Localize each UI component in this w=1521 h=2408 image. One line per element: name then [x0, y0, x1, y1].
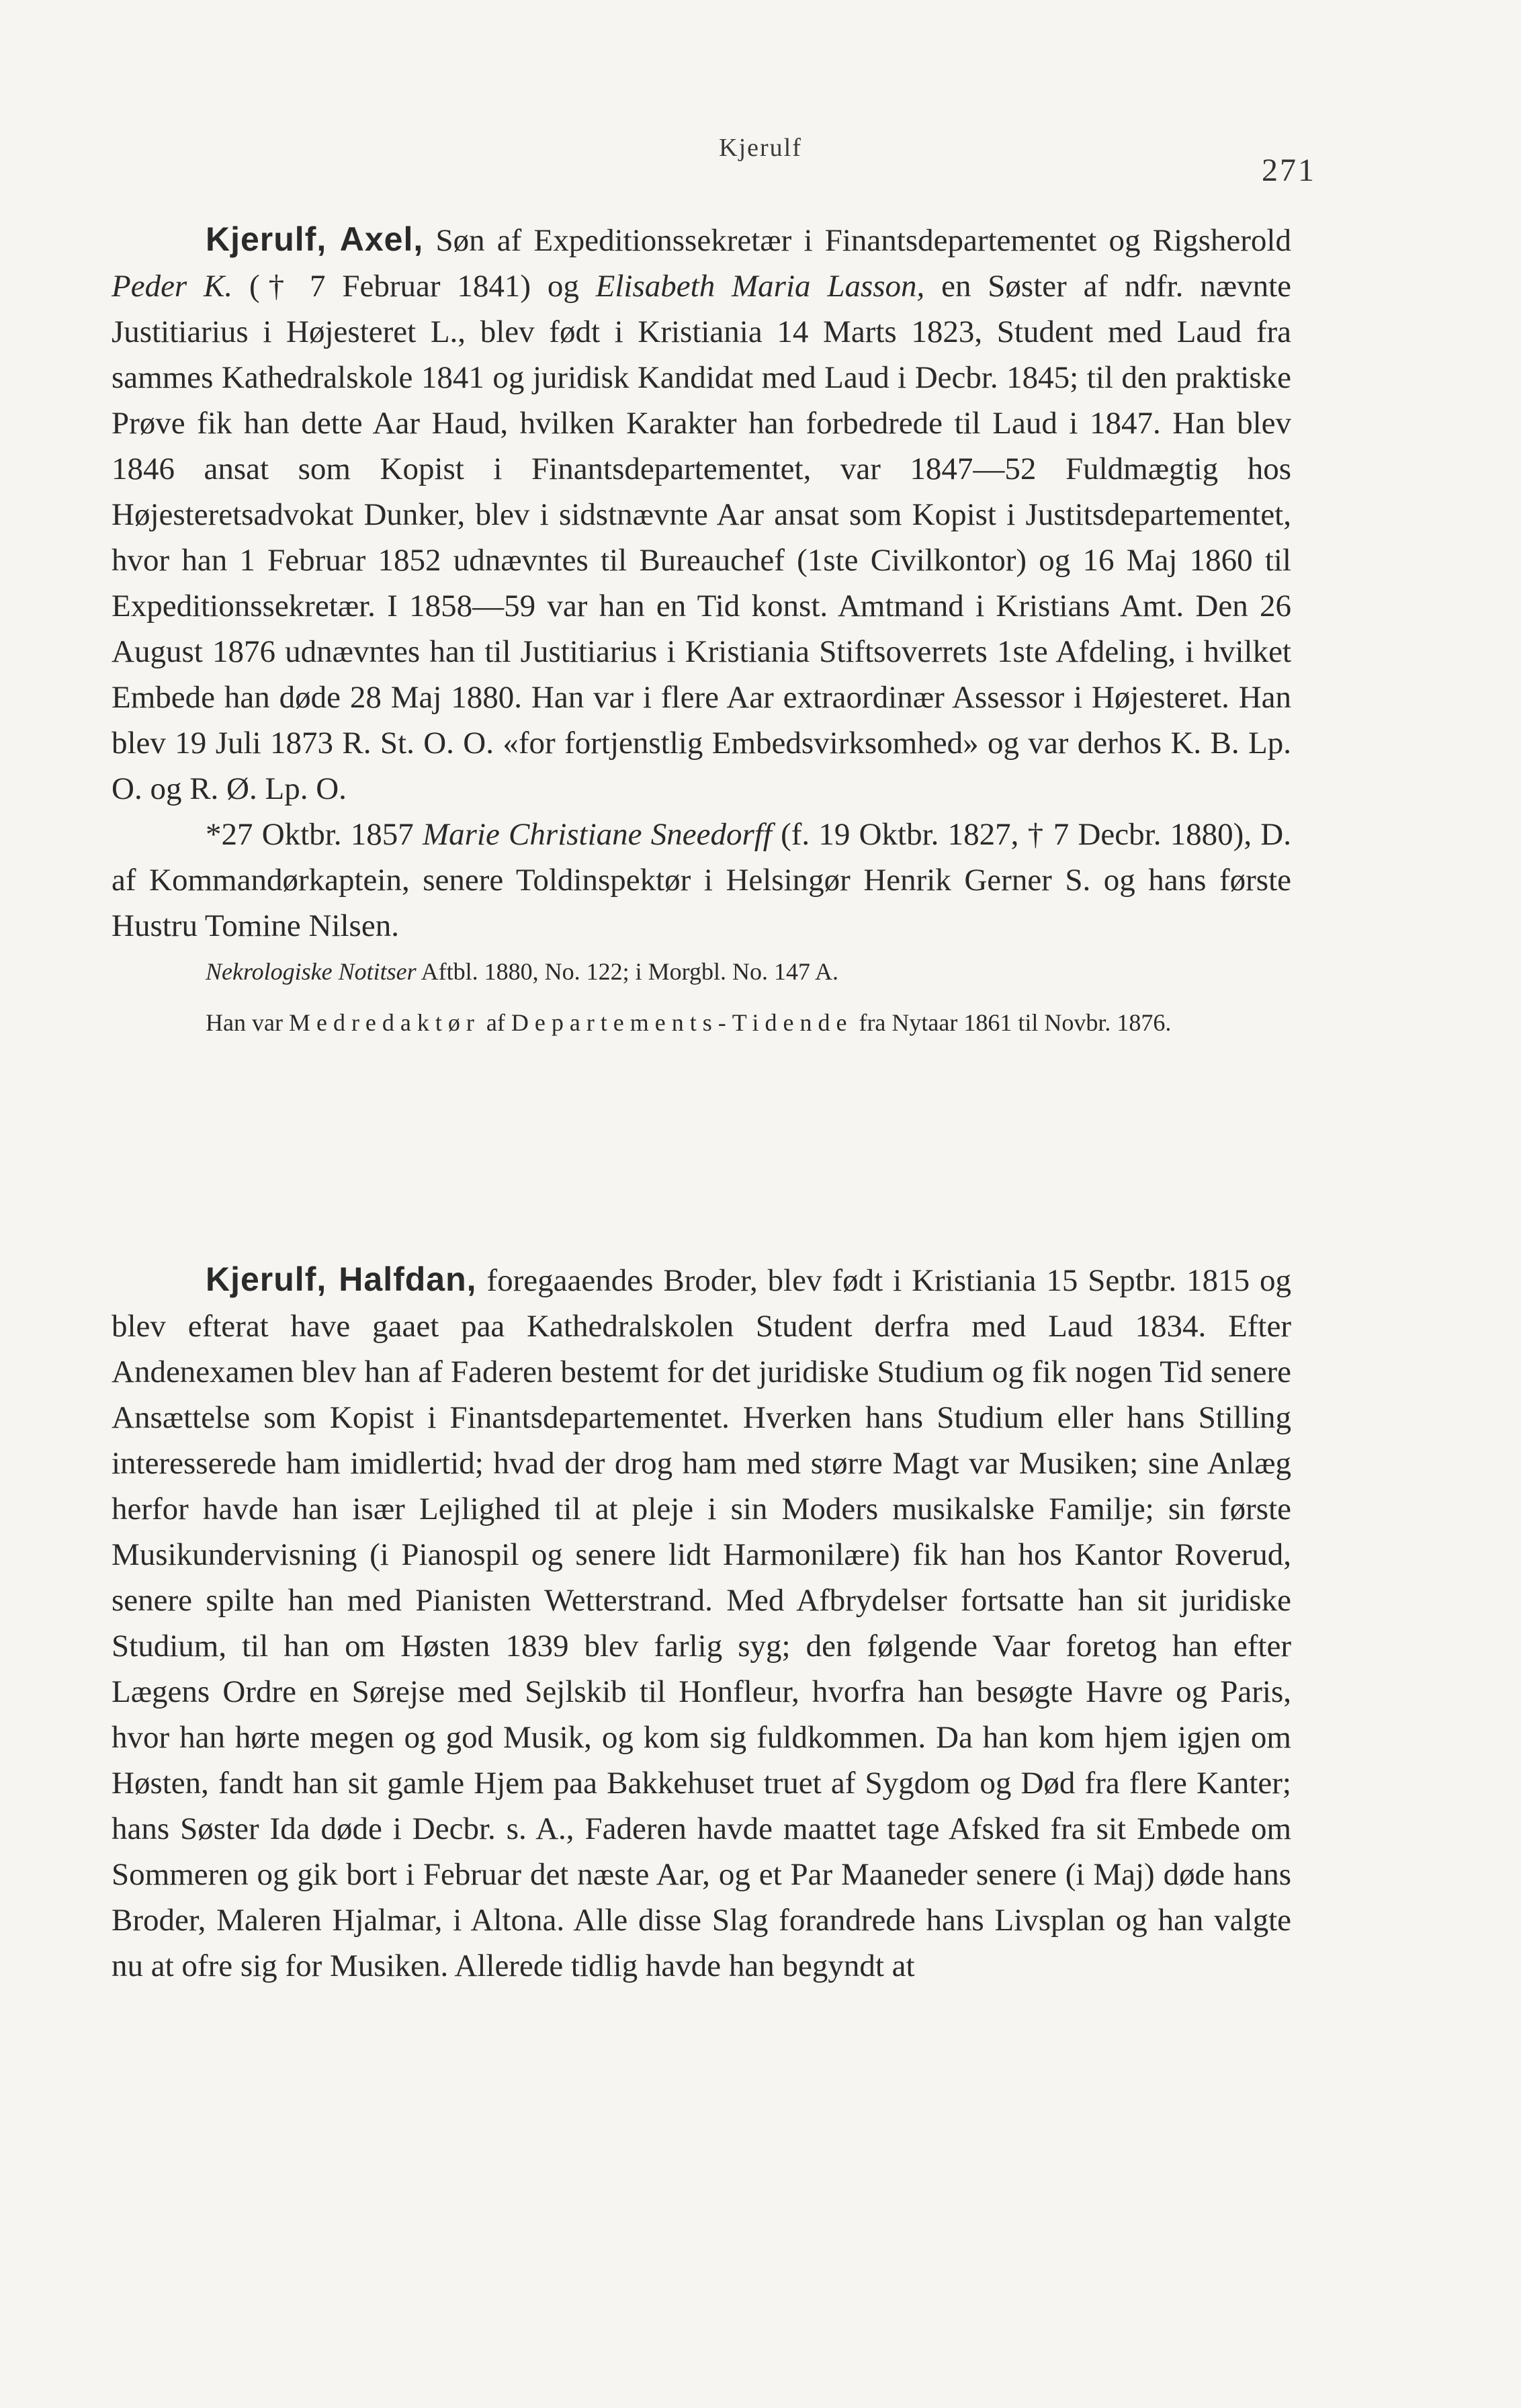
- text-run: († 7 Februar 1841) og: [232, 269, 596, 304]
- article-kjerulf-axel: [112, 216, 1291, 1041]
- page-number: 271: [1262, 153, 1316, 188]
- father-name: Peder K.: [112, 269, 233, 304]
- text-run: Aftbl. 1880, No. 122; i Morgbl. No. 147 A.: [416, 958, 839, 985]
- biography-paragraph: [112, 1256, 1291, 1989]
- mother-name: Elisabeth Maria Lasson,: [595, 269, 925, 304]
- text-run: en Søster af ndfr. nævnte Justitiarius i Højesteret L., blev født i Kristiania 14 Marts 1823, Student med Laud fra sammes Kathedralskole 1841 og juridisk Kandidat med Laud i Decbr. 1845; til den praktiske Prøve fik han dette Aar Haud, hvilken Karakter han forbedrede til Laud i 1847. Han blev 1846 ansat som Kopist i Finantsdepartementet, var 1847—52 Fuldmægtig hos Højesteretsadvokat Dunker, blev i sidstnævnte Aar ansat som Kopist i Justitsdepartementet, hvor han 1 Februar 1852 udnævntes til Bureauchef (1ste Civilkontor) og 16 Maj 1860 til Expeditionssekretær. I 1858—59 var han en Tid konst. Amtmand i Kristians Amt. Den 26 August 1876 udnævntes han til Justitiarius i Kristiania Stiftsoverrets 1ste Afdeling, i hvilket Embede han døde 28 Maj 1880. Han var i flere Aar extraordinær Assessor i Højesteret. Han blev 19 Juli 1873 R. St. O. O. «for fortjenstlig Embedsvirksomhed» og var derhos K. B. Lp. O. og R. Ø. Lp. O.: [112, 269, 1291, 806]
- wife-name: Marie Christiane Sneedorff: [422, 817, 772, 852]
- text-run: af: [480, 1009, 511, 1036]
- text-run: fra Nytaar 1861 til Novbr. 1876.: [853, 1009, 1172, 1036]
- editor-role: Medredaktør: [288, 1009, 480, 1036]
- editor-note: [112, 1004, 1291, 1041]
- text-run: foregaaendes Broder, blev født i Kristiania 15 Septbr. 1815 og blev efterat have gaaet paa Kathedralskolen Student derfra med Laud 1834. Efter Andenexamen blev han af Faderen bestemt for det juridiske Studium og fik nogen Tid senere Ansættelse som Kopist i Finantsdepartementet. Hverken hans Studium eller hans Stilling interesserede ham imidlertid; hvad der drog ham med større Magt var Musiken; sine Anlæg herfor havde han især Lejlighed til at pleje i sin Moders musikalske Familje; sin første Musikundervisning (i Pianospil og senere lidt Harmonilære) fik han hos Kantor Roverud, senere spilte han med Pianisten Wetterstrand. Med Afbrydelser fortsatte han sit juridiske Studium, til han om Høsten 1839 blev farlig syg; den følgende Vaar foretog han efter Lægens Ordre en Sørejse med Sejlskib til Honfleur, hvorfra han besøgte Havre og Paris, hvor han hørte megen og god Musik, og kom sig fuldkommen. Da han kom hjem igjen om Høsten, fandt han sit gamle Hjem paa Bakkehuset truet af Sygdom og Død fra flere Kanter; hans Søster Ida døde i Decbr. s. A., Faderen havde maattet tage Afsked fra sit Embede om Sommeren og gik bort i Februar det næste Aar, og et Par Maaneder senere (i Maj) døde hans Broder, Maleren Hjalmar, i Altona. Alle disse Slag forandrede hans Livsplan og han valgte nu at ofre sig for Musiken. Allerede tidlig havde han begyndt at: [112, 1263, 1292, 1983]
- text-run: Han var: [206, 1009, 289, 1036]
- biography-paragraph: [112, 216, 1291, 812]
- sources-line: [112, 953, 1291, 990]
- sources-title: Nekrologiske Notitser: [206, 958, 417, 985]
- text-run: (f. 19 Oktbr. 1827, † 7 Decbr. 1880), D. af Kommandørkaptein, senere Toldinspektør i Helsingør Henrik Gerner S. og hans første Hustru Tomine Nilsen.: [112, 817, 1291, 943]
- article-heading-name: Kjerulf, Axel,: [206, 220, 424, 258]
- marriage-paragraph: [112, 812, 1291, 949]
- article-kjerulf-halfdan: [112, 1256, 1291, 1989]
- text-run: Søn af Expeditionssekretær i Finantsdepartementet og Rigsherold: [423, 223, 1291, 258]
- periodical-name: Departements-Tidende: [511, 1009, 853, 1036]
- article-heading-name: Kjerulf, Halfdan,: [206, 1260, 477, 1298]
- text-run: *27 Oktbr. 1857: [206, 817, 423, 852]
- running-head: Kjerulf: [719, 134, 802, 162]
